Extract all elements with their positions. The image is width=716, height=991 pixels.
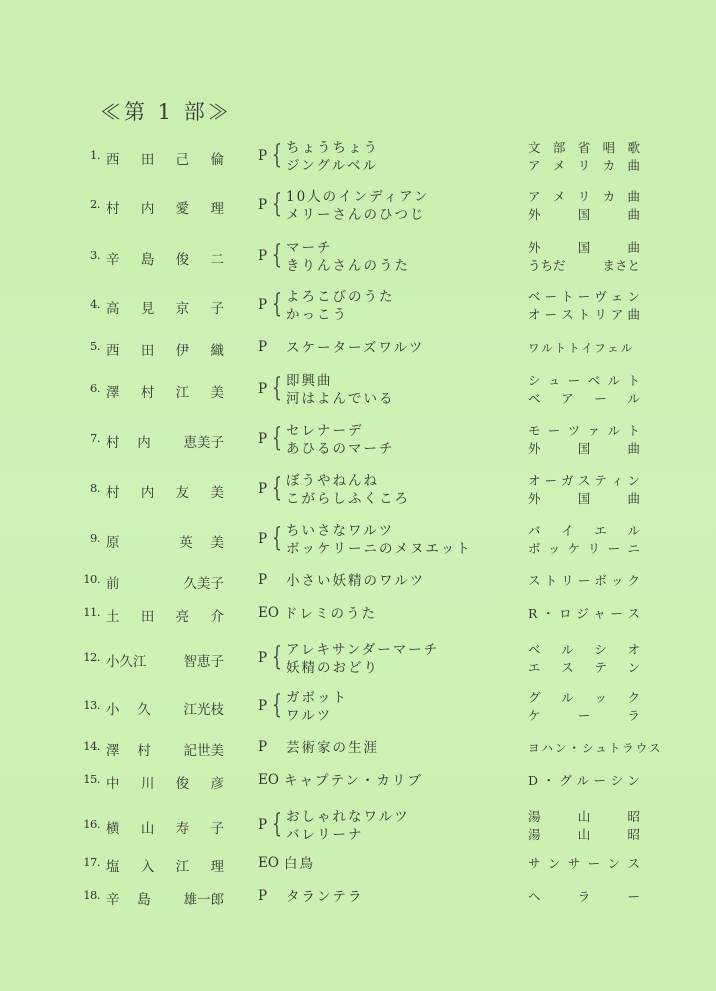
performer-name: 西 田 伊 織 bbox=[106, 343, 224, 359]
composer-name: 外 国 曲 bbox=[528, 441, 640, 456]
piece-title: 10人のインディアン bbox=[286, 189, 430, 205]
composer-name: ベ ー ト ー ヴ ェ ン bbox=[528, 289, 640, 304]
composer-name: サ ン サ ー ン ス bbox=[528, 856, 640, 871]
performer-row bbox=[0, 470, 716, 510]
brace-icon: { bbox=[272, 140, 282, 170]
performer-name: 原 英 美 bbox=[106, 535, 224, 551]
performer-row bbox=[0, 328, 716, 368]
piece-title: ちいさなワルツ bbox=[286, 523, 395, 539]
piece-titles bbox=[286, 641, 439, 677]
instrument-type: P bbox=[258, 431, 268, 447]
performer-name: 土 田 亮 介 bbox=[106, 609, 224, 625]
piece-titles bbox=[286, 522, 472, 558]
instrument-type: P bbox=[258, 739, 268, 755]
composers bbox=[528, 855, 640, 873]
piece-titles bbox=[286, 188, 430, 224]
piece-title: バレリーナ bbox=[286, 827, 364, 843]
piece-title: ワルツ bbox=[286, 708, 333, 724]
performer-number: 16. bbox=[83, 817, 100, 831]
piece-title: 小さい妖精のワルツ bbox=[286, 573, 426, 589]
brace-icon: { bbox=[272, 809, 282, 839]
composers bbox=[528, 808, 640, 844]
composer-name: ヨハン・シュトラウス bbox=[528, 741, 663, 755]
piece-titles bbox=[286, 472, 410, 508]
composers bbox=[528, 772, 640, 790]
brace-icon: { bbox=[272, 642, 282, 672]
performer-row bbox=[0, 639, 716, 679]
composers bbox=[528, 641, 640, 677]
piece-titles bbox=[286, 808, 410, 844]
piece-title: ボッケリーニのメヌエット bbox=[286, 541, 472, 557]
performer-number: 12. bbox=[83, 650, 100, 664]
composer-name: 湯 山 昭 bbox=[528, 809, 640, 824]
composer-name: D ・ グ ル ー シ ン bbox=[528, 773, 640, 788]
brace-icon: { bbox=[272, 690, 282, 720]
composer-name: 外 国 曲 bbox=[528, 207, 640, 222]
piece-title: きりんさんのうた bbox=[286, 258, 410, 274]
composer-name: オ ー ガ ス テ ィ ン bbox=[528, 473, 640, 488]
composers bbox=[528, 372, 640, 408]
composer-name: モ ー ツ ァ ル ト bbox=[528, 423, 640, 438]
brace-icon: { bbox=[272, 240, 282, 270]
composers bbox=[528, 572, 640, 590]
performer-row bbox=[0, 420, 716, 460]
piece-title: キャプテン・カリブ bbox=[284, 773, 423, 789]
piece-title: おしゃれなワルツ bbox=[286, 809, 410, 825]
composer-name: エ ス テ ン bbox=[528, 660, 640, 675]
instrument-type: P bbox=[258, 531, 268, 547]
instrument-type: P bbox=[258, 297, 268, 313]
instrument-type: P bbox=[258, 381, 268, 397]
piece-title: ジングルベル bbox=[286, 158, 378, 174]
composer-name: ベ ル シ オ bbox=[528, 642, 640, 657]
composer-name: ワルトトイフェル bbox=[528, 341, 635, 355]
performer-number: 17. bbox=[83, 855, 100, 869]
brace-icon: { bbox=[272, 473, 282, 503]
composers bbox=[528, 522, 640, 558]
performer-number: 11. bbox=[83, 605, 100, 619]
performer-number: 13. bbox=[83, 698, 100, 712]
performer-row bbox=[0, 286, 716, 326]
composer-name: ア メ リ カ 曲 bbox=[528, 189, 640, 204]
instrument-type: P bbox=[258, 248, 268, 264]
piece-title: こがらしふくころ bbox=[286, 491, 410, 507]
brace-icon: { bbox=[272, 523, 282, 553]
piece-titles bbox=[286, 339, 424, 357]
piece-title: ちょうちょう bbox=[286, 140, 379, 156]
performer-row bbox=[0, 370, 716, 410]
composer-name: 文 部 省 唱 歌 bbox=[528, 140, 640, 155]
instrument-type: P bbox=[258, 339, 268, 355]
composers bbox=[528, 139, 640, 175]
performer-row bbox=[0, 520, 716, 560]
piece-titles bbox=[284, 605, 377, 623]
performer-number: 15. bbox=[83, 772, 100, 786]
composer-name: ス ト リ ー ボ ッ ク bbox=[528, 573, 640, 588]
piece-title: アレキサンダーマーチ bbox=[286, 642, 440, 658]
composer-name: 外 国 曲 bbox=[528, 240, 640, 255]
piece-titles bbox=[286, 689, 348, 725]
piece-title: よろこびのうた bbox=[286, 289, 395, 305]
performer-number: 18. bbox=[83, 888, 100, 902]
performer-name: 小久江 智恵子 bbox=[106, 654, 224, 670]
composers bbox=[528, 288, 640, 324]
piece-title: ぼうやねんね bbox=[286, 473, 379, 489]
instrument-type: P bbox=[258, 698, 268, 714]
performer-name: 村 内 友 美 bbox=[106, 485, 224, 501]
instrument-type: P bbox=[258, 148, 268, 164]
performer-number: 3. bbox=[90, 248, 100, 262]
piece-title: かっこう bbox=[286, 307, 348, 323]
piece-title: タランテラ bbox=[286, 889, 364, 905]
performer-name: 澤 村 記世美 bbox=[106, 743, 224, 759]
performer-number: 6. bbox=[90, 381, 100, 395]
piece-title: スケーターズワルツ bbox=[286, 340, 425, 356]
piece-title: セレナーデ bbox=[286, 423, 364, 439]
instrument-type: P bbox=[258, 197, 268, 213]
performer-number: 10. bbox=[83, 572, 100, 586]
instrument-type: P bbox=[258, 481, 268, 497]
brace-icon: { bbox=[272, 423, 282, 453]
composers bbox=[528, 422, 640, 458]
section-heading: ≪第 1 部≫ bbox=[100, 100, 232, 124]
performer-name: 西 田 己 倫 bbox=[106, 152, 224, 168]
piece-titles bbox=[286, 572, 425, 590]
performer-number: 5. bbox=[90, 339, 100, 353]
piece-title: 芸術家の生涯 bbox=[286, 740, 379, 756]
instrument-type: P bbox=[258, 888, 268, 904]
piece-titles bbox=[286, 422, 395, 458]
performer-name: 澤 村 江 美 bbox=[106, 385, 224, 401]
instrument-type: EO bbox=[258, 772, 279, 788]
composers bbox=[528, 472, 640, 508]
performer-row bbox=[0, 237, 716, 277]
brace-icon: { bbox=[272, 189, 282, 219]
instrument-type: EO bbox=[258, 855, 279, 871]
brace-icon: { bbox=[272, 289, 282, 319]
piece-title: 河はよんでいる bbox=[286, 391, 395, 407]
performer-row bbox=[0, 137, 716, 177]
performer-name: 中 川 俊 彦 bbox=[106, 776, 224, 792]
piece-titles bbox=[286, 372, 395, 408]
composer-name: ヘ ラ ー bbox=[528, 889, 640, 904]
piece-titles bbox=[284, 855, 315, 873]
piece-title: メリーさんのひつじ bbox=[286, 207, 426, 223]
performer-number: 4. bbox=[90, 297, 100, 311]
composer-name: 湯 山 昭 bbox=[528, 827, 640, 842]
performer-row bbox=[0, 806, 716, 846]
composer-name: 外 国 曲 bbox=[528, 491, 640, 506]
piece-title: あひるのマーチ bbox=[286, 441, 395, 457]
performer-name: 村 内 恵美子 bbox=[106, 435, 224, 451]
composer-name: グ ル ッ ク bbox=[528, 690, 640, 705]
performer-row bbox=[0, 687, 716, 727]
performer-number: 2. bbox=[90, 197, 100, 211]
piece-titles bbox=[286, 888, 364, 906]
composer-name: R ・ ロ ジ ャ ー ス bbox=[528, 606, 640, 621]
composers bbox=[528, 339, 640, 357]
performer-number: 1. bbox=[90, 148, 100, 162]
composers bbox=[528, 605, 640, 623]
brace-icon: { bbox=[272, 373, 282, 403]
piece-title: 白鳥 bbox=[284, 856, 315, 872]
instrument-type: P bbox=[258, 650, 268, 666]
instrument-type: P bbox=[258, 572, 268, 588]
piece-title: マーチ bbox=[286, 240, 333, 256]
performer-number: 7. bbox=[90, 431, 100, 445]
performer-number: 8. bbox=[90, 481, 100, 495]
performer-name: 小 久 江光枝 bbox=[106, 702, 224, 718]
piece-titles bbox=[284, 772, 423, 790]
performer-row bbox=[0, 186, 716, 226]
performer-name: 村 内 愛 理 bbox=[106, 201, 224, 217]
composer-name: ボ ッ ケ リ ー ニ bbox=[528, 541, 640, 556]
piece-titles bbox=[286, 739, 379, 757]
performer-name: 塩 入 江 理 bbox=[106, 859, 224, 875]
performer-number: 9. bbox=[90, 531, 100, 545]
piece-titles bbox=[286, 139, 379, 175]
performer-name: 前 久美子 bbox=[106, 576, 224, 592]
performer-name: 高 見 京 子 bbox=[106, 301, 224, 317]
performer-row bbox=[0, 761, 716, 801]
performer-row bbox=[0, 594, 716, 634]
composer-name: オ ー ス ト リ ア 曲 bbox=[528, 307, 640, 322]
composer-name: シ ュ ー ベ ル ト bbox=[528, 373, 640, 388]
piece-title: ガボット bbox=[286, 690, 348, 706]
performer-name: 辛 島 俊 二 bbox=[106, 252, 224, 268]
instrument-type: P bbox=[258, 817, 268, 833]
piece-title: 妖精のおどり bbox=[286, 660, 379, 676]
piece-title: 即興曲 bbox=[286, 373, 333, 389]
performer-name: 横 山 寿 子 bbox=[106, 821, 224, 837]
composer-name: バ イ エ ル bbox=[528, 523, 640, 538]
composers bbox=[528, 239, 640, 275]
piece-title: ドレミのうた bbox=[284, 606, 377, 622]
composers bbox=[528, 188, 640, 224]
piece-titles bbox=[286, 288, 395, 324]
composer-name: ア メ リ カ 曲 bbox=[528, 158, 640, 173]
performer-row bbox=[0, 877, 716, 917]
composer-name: ケ ー ラ bbox=[528, 708, 640, 723]
composers bbox=[528, 689, 640, 725]
composer-name: うちだ まさと bbox=[528, 258, 640, 273]
composers bbox=[528, 888, 640, 906]
composer-name: ベ ア ー ル bbox=[528, 391, 640, 406]
composers bbox=[528, 739, 663, 757]
performer-name: 辛 島 雄一郎 bbox=[106, 892, 224, 908]
piece-titles bbox=[286, 239, 410, 275]
instrument-type: EO bbox=[258, 605, 279, 621]
performer-number: 14. bbox=[83, 739, 100, 753]
